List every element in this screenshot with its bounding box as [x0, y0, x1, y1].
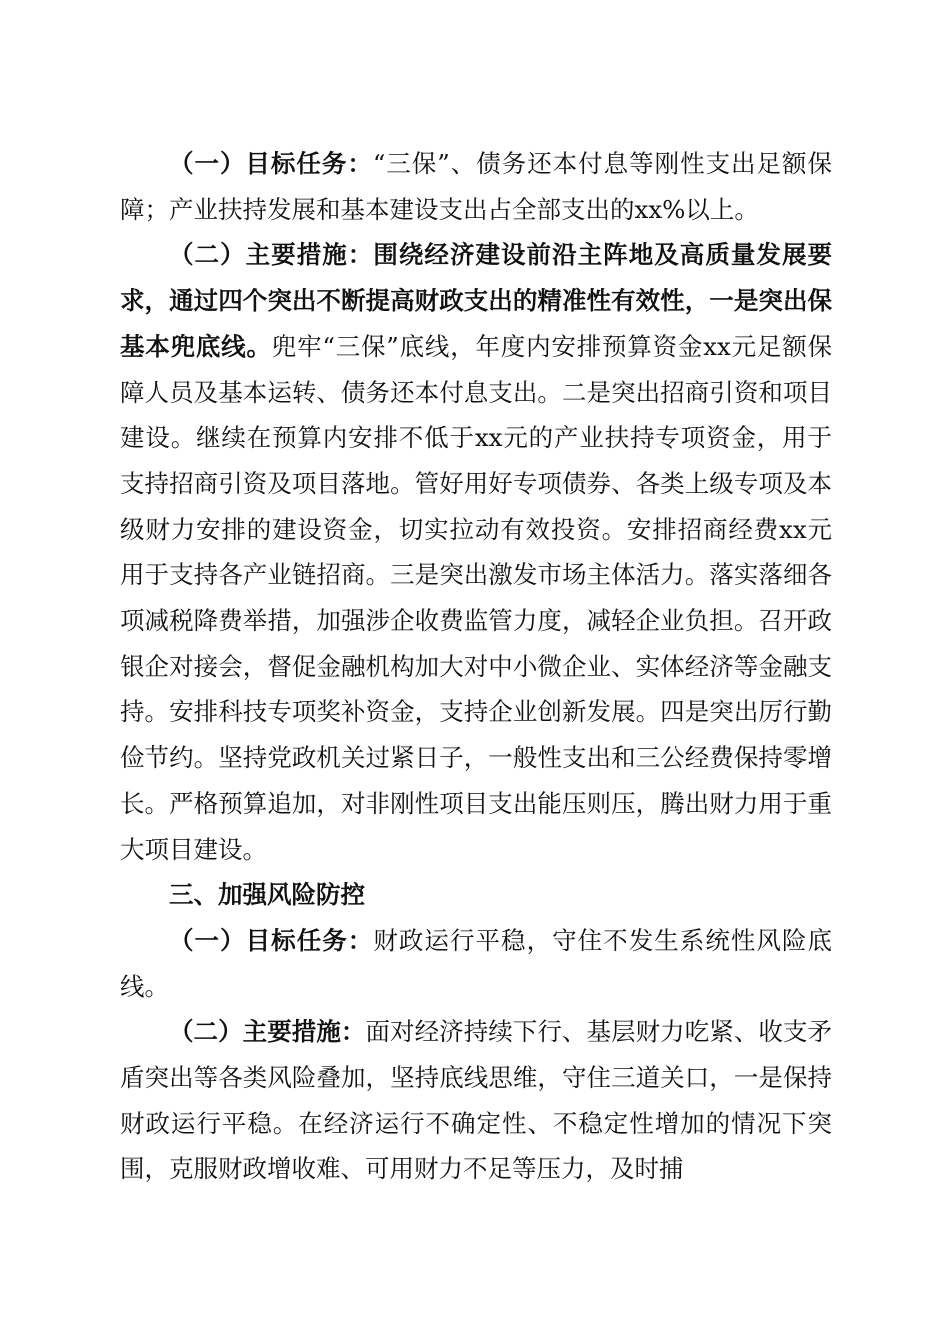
paragraph-lead: （一）目标任务：: [169, 149, 373, 178]
paragraph-target-task-1: [120, 141, 832, 232]
paragraph-lead: （二）主要措施：围绕经济建设前沿主阵地及高质量发展要求，通过四个突出不断提高财政支出的精准性有效性，一是突出保基本兜底线。: [120, 240, 832, 361]
paragraph-lead: （二）主要措施：: [169, 1017, 366, 1047]
paragraph-body: 面对经济持续下行、基层财力吃紧、收支矛盾突出等各类风险叠加，坚持底线思维，守住三道关口，一是保持财政运行平稳。在经济运行不确定性、不稳定性增加的情况下突围，克服财政增收难、可用财力不足等压力，及时捕: [120, 1017, 833, 1184]
paragraph-target-task-2: [120, 918, 832, 1009]
paragraph-main-measures-1: [120, 232, 832, 872]
paragraph-body: “三保”、债务还本付息等刚性支出足额保障；产业扶持发展和基本建设支出占全部支出的xx%以上。: [120, 149, 832, 224]
paragraph-body: 财政运行平稳，守住不发生系统性风险底线。: [120, 925, 833, 1001]
paragraph-main-measures-2: [120, 1009, 832, 1192]
paragraph-body: 兜牢“三保”底线，年度内安排预算资金xx元足额保障人员及基本运转、债务还本付息支出。二是突出招商引资和项目建设。继续在预算内安排不低于xx元的产业扶持专项资金，用于支持招商引资及项目落地。管好用好专项债券、各类上级专项及本级财力安排的建设资金，切实拉动有效投资。安排招商经费xx元用于支持各产业链招商。三是突出激发市场主体活力。落实落细各项减税降费举措，加强涉企收费监管力度，减轻企业负担。召开政银企对接会，督促金融机构加大对中小微企业、实体经济等金融支持。安排科技专项奖补资金，支持企业创新发展。四是突出厉行勤俭节约。坚持党政机关过紧日子，一般性支出和三公经费保持零增长。严格预算追加，对非刚性项目支出能压则压，腾出财力用于重大项目建设。: [120, 331, 832, 864]
document-page: [120, 141, 832, 1192]
section-heading: 三、加强风险防控: [169, 880, 365, 910]
paragraph-lead: （一）目标任务：: [169, 925, 374, 955]
